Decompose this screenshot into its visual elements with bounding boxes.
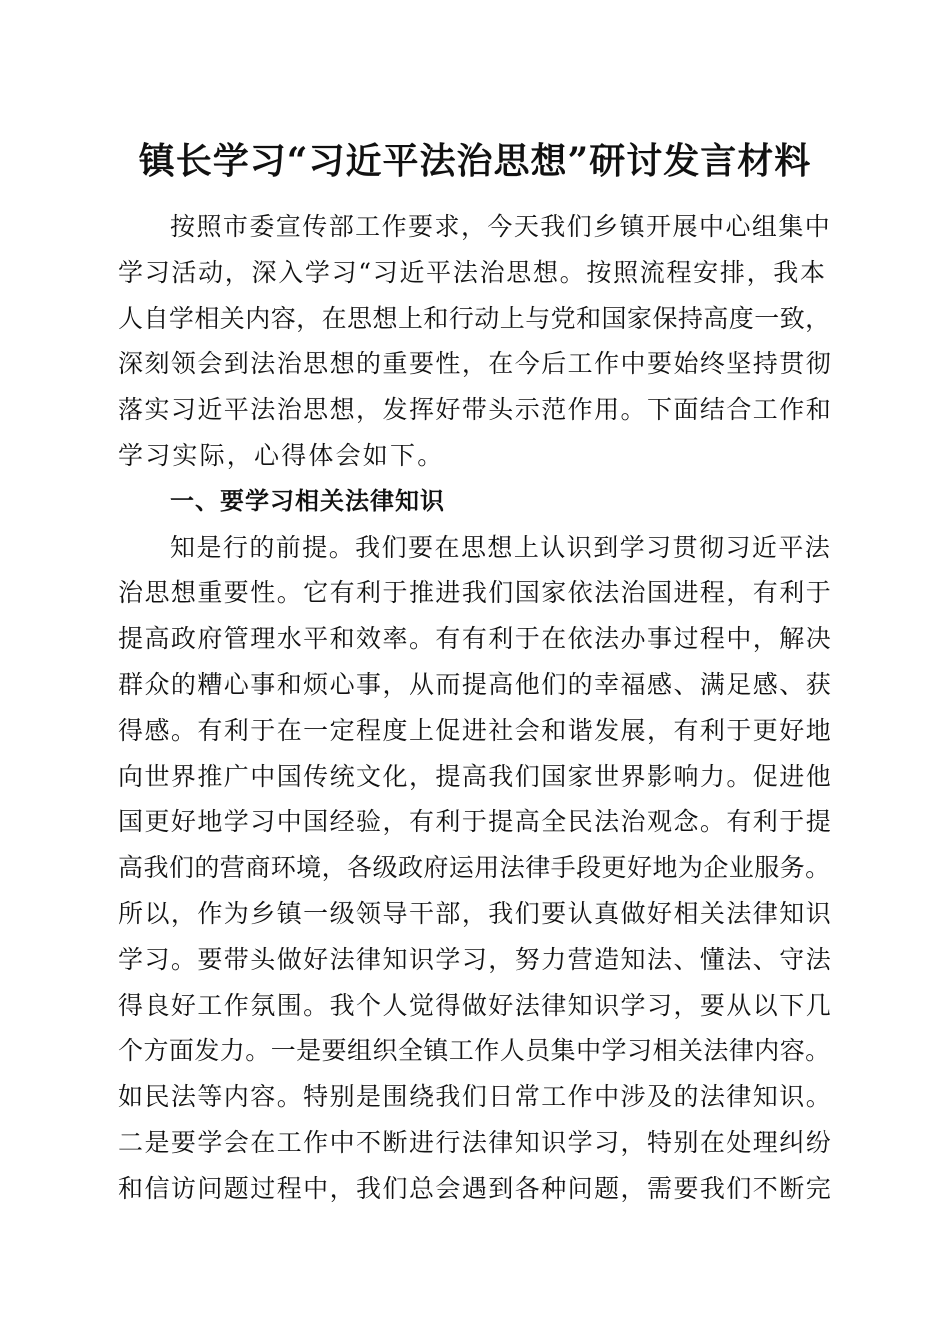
paragraph-line: 所以，作为乡镇一级领导干部，我们要认真做好相关法律知识 — [118, 898, 833, 928]
paragraph-line: 高我们的营商环境，各级政府运用法律手段更好地为企业服务。 — [118, 853, 831, 883]
document-body — [118, 204, 832, 1212]
paragraph-line: 学习。要带头做好法律知识学习，努力营造知法、懂法、守法 — [118, 944, 833, 974]
paragraph-line: 个方面发力。一是要组织全镇工作人员集中学习相关法律内容。 — [118, 1036, 831, 1066]
paragraph-line: 学习实际，心得体会如下。 — [118, 440, 445, 470]
paragraph-line: 落实习近平法治思想，发挥好带头示范作用。下面结合工作和 — [118, 395, 833, 425]
paragraph-line: 得感。有利于在一定程度上促进社会和谐发展，有利于更好地 — [118, 715, 833, 745]
paragraph-line: 和信访问题过程中，我们总会遇到各种问题，需要我们不断完 — [118, 1173, 833, 1203]
paragraph-line: 按照市委宣传部工作要求，今天我们乡镇开展中心组集中 — [170, 212, 832, 241]
paragraph-line: 提高政府管理水平和效率。有有利于在依法办事过程中，解决 — [118, 624, 833, 654]
paragraph-line: 知是行的前提。我们要在思想上认识到学习贯彻习近平法 — [170, 532, 832, 562]
paragraph-line: 学习活动，深入学习“习近平法治思想。按照流程安排，我本 — [118, 257, 827, 287]
paragraph-line: 群众的糟心事和烦心事，从而提高他们的幸福感、满足感、获 — [118, 669, 833, 699]
paragraph-line: 得良好工作氛围。我个人觉得做好法律知识学习，要从以下几 — [118, 990, 833, 1020]
document-title: 镇长学习“习近平法治思想”研讨发言材料 — [138, 140, 812, 182]
paragraph-line: 国更好地学习中国经验，有利于提高全民法治观念。有利于提 — [118, 807, 833, 837]
paragraph-line: 向世界推广中国传统文化，提高我们国家世界影响力。促进他 — [118, 761, 833, 791]
section-heading: 一、要学习相关法律知识 — [170, 486, 445, 515]
paragraph-line: 二是要学会在工作中不断进行法律知识学习，特别在处理纠纷 — [118, 1127, 833, 1157]
paragraph-line: 如民法等内容。特别是围绕我们日常工作中涉及的法律知识。 — [118, 1082, 833, 1112]
paragraph-line: 人自学相关内容，在思想上和行动上与党和国家保持高度一致， — [118, 303, 831, 333]
paragraph-line: 治思想重要性。它有利于推进我们国家依法治国进程，有利于 — [118, 578, 833, 608]
paragraph-line: 深刻领会到法治思想的重要性，在今后工作中要始终坚持贯彻 — [118, 349, 833, 379]
